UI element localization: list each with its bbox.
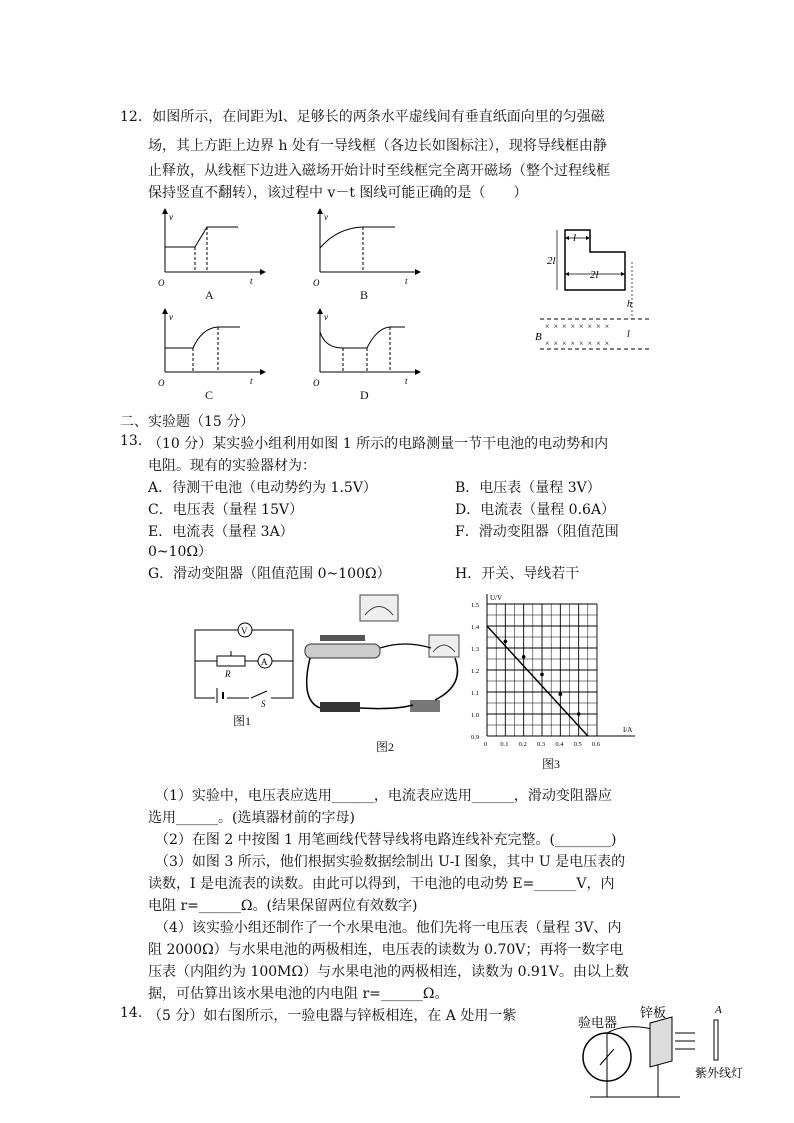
q14-number: 14. (120, 1005, 143, 1021)
q13-option-c: C．电压表（量程 15V） (148, 502, 304, 518)
x-axis-label: I/A (623, 726, 633, 734)
q13-part3-line1: （3）如图 3 所示，他们根据实验数据绘制出 U-I 图象，其中 U 是电压表的 (155, 854, 626, 870)
q12-option-c: C (205, 388, 214, 402)
q12-graph-b (313, 210, 425, 288)
q13-part3-line3: 电阻 r=______Ω。(结果保留两位有效数字) (148, 898, 418, 914)
svg-text:v: v (169, 212, 173, 222)
y-tick-label: 1.0 (471, 712, 480, 719)
y-tick-label: 0.9 (471, 734, 480, 741)
q12-line1: 12. 如图所示，在间距为l、足够长的两条水平虚线间有垂直纸面向里的匀强磁 (120, 109, 605, 125)
q13-option-f-cont: 0~10Ω） (148, 544, 213, 560)
q12-option-d: D (360, 388, 369, 402)
svg-text:l: l (573, 232, 577, 244)
svg-text:× × × × × × × ×: × × × × × × × × (545, 339, 610, 348)
svg-text:S: S (261, 699, 266, 709)
fig1-circuit (193, 625, 303, 709)
svg-text:t: t (405, 376, 408, 386)
svg-text:验电器: 验电器 (578, 1015, 618, 1030)
fig3-caption: 图3 (542, 757, 561, 771)
data-point (540, 673, 544, 677)
svg-text:2l: 2l (590, 269, 599, 281)
q13-line1: （10 分）某实验小组利用如图 1 所示的电路测量一节干电池的电动势和内 (148, 436, 609, 452)
svg-text:l: l (627, 329, 630, 340)
q13-number: 13. (120, 433, 143, 449)
svg-text:v: v (324, 312, 328, 322)
y-tick-label: 1.2 (471, 668, 480, 675)
q12-line4: 保持竖直不翻转），该过程中 v－t 图线可能正确的是（ ） (148, 185, 528, 201)
y-tick-label: 1.5 (471, 602, 480, 609)
q12-option-a: A (205, 288, 214, 302)
svg-text:O: O (158, 278, 165, 288)
svg-text:2l: 2l (547, 255, 556, 267)
q12-frame-figure (535, 222, 655, 362)
q13-option-h: H．开关、导线若干 (455, 566, 580, 582)
data-point (577, 712, 581, 716)
y-tick-label: 1.1 (471, 690, 480, 697)
data-point (504, 640, 508, 644)
section-2-heading: 二、实验题（15 分） (120, 414, 255, 430)
y-tick-label: 1.3 (471, 646, 480, 653)
q13-part4-line1: （4）该实验小组还制作了一个水果电池。他们先将一电压表（量程 3V、内 (155, 920, 622, 936)
svg-text:锌板: 锌板 (640, 1005, 667, 1020)
q14-text: （5 分）如右图所示，一验电器与锌板相连，在 A 处用一紫 (148, 1008, 517, 1024)
svg-text:紫外线灯: 紫外线灯 (695, 1066, 744, 1080)
svg-text:h: h (627, 299, 632, 310)
q13-option-f: F．滑动变阻器（阻值范围 (455, 524, 619, 540)
data-point (559, 692, 563, 696)
svg-text:V: V (241, 626, 248, 636)
fig1-caption: 图1 (233, 714, 252, 728)
svg-text:A: A (715, 1004, 722, 1016)
q12-graph-c (158, 310, 270, 388)
q13-option-d: D．电流表（量程 0.6A） (455, 502, 616, 518)
q12-line2: 场，其上方距上边界 h 处有一导线框（各边长如图标注），现将导线框由静 (148, 138, 607, 154)
svg-text:B: B (535, 331, 542, 343)
q13-part2: （2）在图 2 中按图 1 用笔画线代替导线将电路连线补充完整。(________) (155, 832, 617, 848)
y-tick-label: 1.4 (471, 624, 480, 631)
q13-option-b: B．电压表（量程 3V） (455, 480, 601, 496)
svg-text:v: v (324, 212, 328, 222)
q13-part1-line1: （1）实验中，电压表应选用______，电流表应选用______，滑动变阻器应 (155, 788, 612, 804)
q12-option-b: B (360, 288, 369, 302)
q13-part3-line2: 读数，I 是电流表的读数。由此可以得到，干电池的电动势 E=______V，内 (148, 876, 615, 892)
q13-part1-line2: 选用______。(选填器材前的字母) (148, 810, 355, 826)
fig3-ui-chart (465, 592, 645, 752)
svg-text:× × × × × × × ×: × × × × × × × × (545, 322, 610, 331)
x-tick-label: 0.5 (573, 741, 582, 748)
x-tick-label: 0.1 (500, 741, 509, 748)
q12-graph-d (313, 310, 425, 388)
q13-part4-line2: 阻 2000Ω）与水果电池的两极相连，电压表的读数为 0.70V；再将一数字电 (148, 942, 624, 958)
svg-text:t: t (250, 276, 253, 286)
x-tick-label: 0.4 (555, 741, 564, 748)
q13-part4-line3: 压表（内阻约为 100MΩ）与水果电池的两极相连，读数为 0.91V。由以上数 (148, 964, 629, 980)
q12-graph-a (158, 210, 270, 288)
q13-line2: 电阻。现有的实验器材为： (148, 458, 316, 474)
svg-text:A: A (261, 657, 268, 667)
y-axis-label: U/V (490, 594, 503, 602)
x-tick-label: 0.2 (518, 741, 527, 748)
svg-text:R: R (225, 669, 231, 679)
x-tick-label: 0.6 (592, 741, 601, 748)
svg-text:t: t (250, 376, 253, 386)
data-point (522, 655, 526, 659)
x-tick-label: 0.3 (537, 741, 546, 748)
q14-figure (570, 1005, 750, 1095)
q13-option-e: E．电流表（量程 3A） (148, 524, 294, 540)
q13-option-a: A．待测干电池（电动势约为 1.5V） (148, 480, 377, 496)
svg-text:O: O (158, 378, 165, 388)
fig2-caption: 图2 (376, 740, 395, 754)
q13-part4-line4: 据，可估算出该水果电池的内电阻 r=______Ω。 (148, 986, 449, 1002)
svg-text:O: O (313, 278, 320, 288)
x-tick-label: 0 (484, 741, 488, 748)
svg-text:v: v (169, 312, 173, 322)
q13-option-g: G．滑动变阻器（阻值范围 0~100Ω） (148, 566, 391, 582)
q12-line3: 止释放，从线框下边进入磁场开始计时至线框完全离开磁场（整个过程线框 (148, 163, 610, 179)
svg-text:O: O (313, 378, 320, 388)
fig2-apparatus (295, 590, 465, 730)
svg-text:t: t (405, 276, 408, 286)
